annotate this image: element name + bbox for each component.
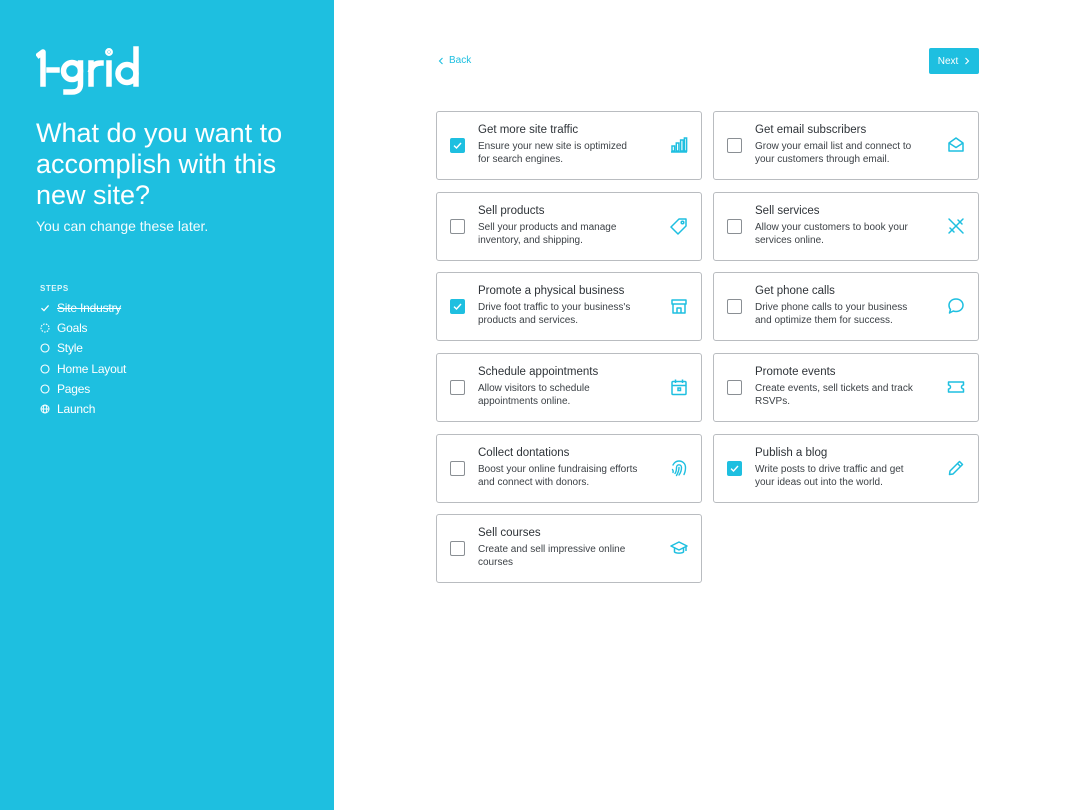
goal-title: Promote a physical business xyxy=(478,285,625,297)
goal-card-phone-calls[interactable] xyxy=(713,272,979,341)
fingerprint-icon xyxy=(670,459,688,477)
goal-title: Get more site traffic xyxy=(478,124,579,136)
step-label: Home Layout xyxy=(57,361,127,376)
circle-icon xyxy=(40,364,50,374)
goal-checkbox[interactable] xyxy=(727,299,742,314)
brand-logo xyxy=(36,46,146,96)
step-goals[interactable] xyxy=(40,318,126,338)
step-pages[interactable] xyxy=(40,379,126,399)
back-link[interactable] xyxy=(438,55,471,66)
bar-chart-icon xyxy=(670,136,688,154)
goal-card-sell-services[interactable] xyxy=(713,192,979,261)
goal-title: Sell services xyxy=(755,205,820,217)
steps-label: STEPS xyxy=(40,284,69,293)
calendar-icon xyxy=(670,378,688,396)
step-label: Style xyxy=(57,341,83,356)
chat-bubble-icon xyxy=(947,297,965,315)
goal-checkbox[interactable] xyxy=(450,541,465,556)
tag-icon xyxy=(670,217,688,235)
goal-card-appointments[interactable] xyxy=(436,353,702,422)
goal-description: Grow your email list and connect to your customers through email. xyxy=(755,141,912,166)
goal-checkbox[interactable] xyxy=(450,299,465,314)
step-style[interactable] xyxy=(40,338,126,358)
globe-icon xyxy=(40,404,50,414)
goal-description: Boost your online fundraising efforts and connect with donors. xyxy=(478,464,638,489)
circle-icon xyxy=(40,343,50,353)
goal-description: Allow your customers to book your services online. xyxy=(755,222,908,247)
goal-title: Get phone calls xyxy=(755,285,835,297)
goal-checkbox[interactable] xyxy=(450,219,465,234)
goal-card-email-subscribers[interactable] xyxy=(713,111,979,180)
ticket-icon xyxy=(947,378,965,396)
graduation-cap-icon xyxy=(670,539,688,557)
goal-card-sell-products[interactable] xyxy=(436,192,702,261)
next-label: Next xyxy=(937,55,959,67)
checkmark-icon xyxy=(452,301,463,312)
goal-checkbox[interactable] xyxy=(727,138,742,153)
goal-title: Get email subscribers xyxy=(755,124,867,136)
goal-title: Promote events xyxy=(755,366,836,378)
goal-description: Drive phone calls to your business and optimize them for success. xyxy=(755,302,908,327)
goal-checkbox[interactable] xyxy=(727,219,742,234)
step-launch[interactable] xyxy=(40,399,126,419)
goal-card-site-traffic[interactable] xyxy=(436,111,702,180)
goal-checkbox[interactable] xyxy=(450,380,465,395)
goal-card-physical-business[interactable] xyxy=(436,272,702,341)
page-headline: What do you want to accomplish with this new site? xyxy=(36,118,283,210)
goal-card-courses[interactable] xyxy=(436,514,702,583)
goal-checkbox[interactable] xyxy=(450,138,465,153)
chevron-right-icon xyxy=(964,57,970,65)
step-label: Site Industry xyxy=(57,301,122,316)
goal-description: Drive foot traffic to your business's products and services. xyxy=(478,302,631,327)
goal-card-events[interactable] xyxy=(713,353,979,422)
checkmark-icon xyxy=(729,463,740,474)
steps-list xyxy=(40,298,126,419)
storefront-icon xyxy=(670,297,688,315)
goal-description: Write posts to drive traffic and get your ideas out into the world. xyxy=(755,464,904,489)
goal-title: Publish a blog xyxy=(755,447,828,459)
goal-description: Sell your products and manage inventory, and shipping. xyxy=(478,222,617,247)
goal-title: Sell courses xyxy=(478,527,541,539)
goal-checkbox[interactable] xyxy=(727,461,742,476)
step-label: Launch xyxy=(57,402,96,417)
goal-card-blog[interactable] xyxy=(713,434,979,503)
goal-title: Sell products xyxy=(478,205,545,217)
goal-description: Create events, sell tickets and track RSVPs. xyxy=(755,383,913,408)
goal-description: Ensure your new site is optimized for search engines. xyxy=(478,141,627,166)
back-label: Back xyxy=(449,55,472,66)
step-label: Goals xyxy=(57,321,88,336)
goal-description: Create and sell impressive online courses xyxy=(478,544,626,569)
checkmark-icon xyxy=(40,303,50,313)
goal-title: Collect dontations xyxy=(478,447,570,459)
goal-title: Schedule appointments xyxy=(478,366,599,378)
page-subline: You can change these later. xyxy=(36,218,209,234)
step-label: Pages xyxy=(57,381,91,396)
checkmark-icon xyxy=(452,140,463,151)
dashed-circle-icon xyxy=(40,323,50,333)
goal-checkbox[interactable] xyxy=(727,380,742,395)
sidebar xyxy=(0,0,334,810)
pencil-icon xyxy=(947,459,965,477)
circle-icon xyxy=(40,384,50,394)
goal-checkbox[interactable] xyxy=(450,461,465,476)
step-home-layout[interactable] xyxy=(40,359,126,379)
next-button[interactable] xyxy=(929,48,979,74)
envelope-icon xyxy=(947,136,965,154)
step-site-industry[interactable] xyxy=(40,298,126,318)
tools-icon xyxy=(947,217,965,235)
goal-description: Allow visitors to schedule appointments online. xyxy=(478,383,590,408)
chevron-left-icon xyxy=(438,57,444,65)
goal-card-donations[interactable] xyxy=(436,434,702,503)
